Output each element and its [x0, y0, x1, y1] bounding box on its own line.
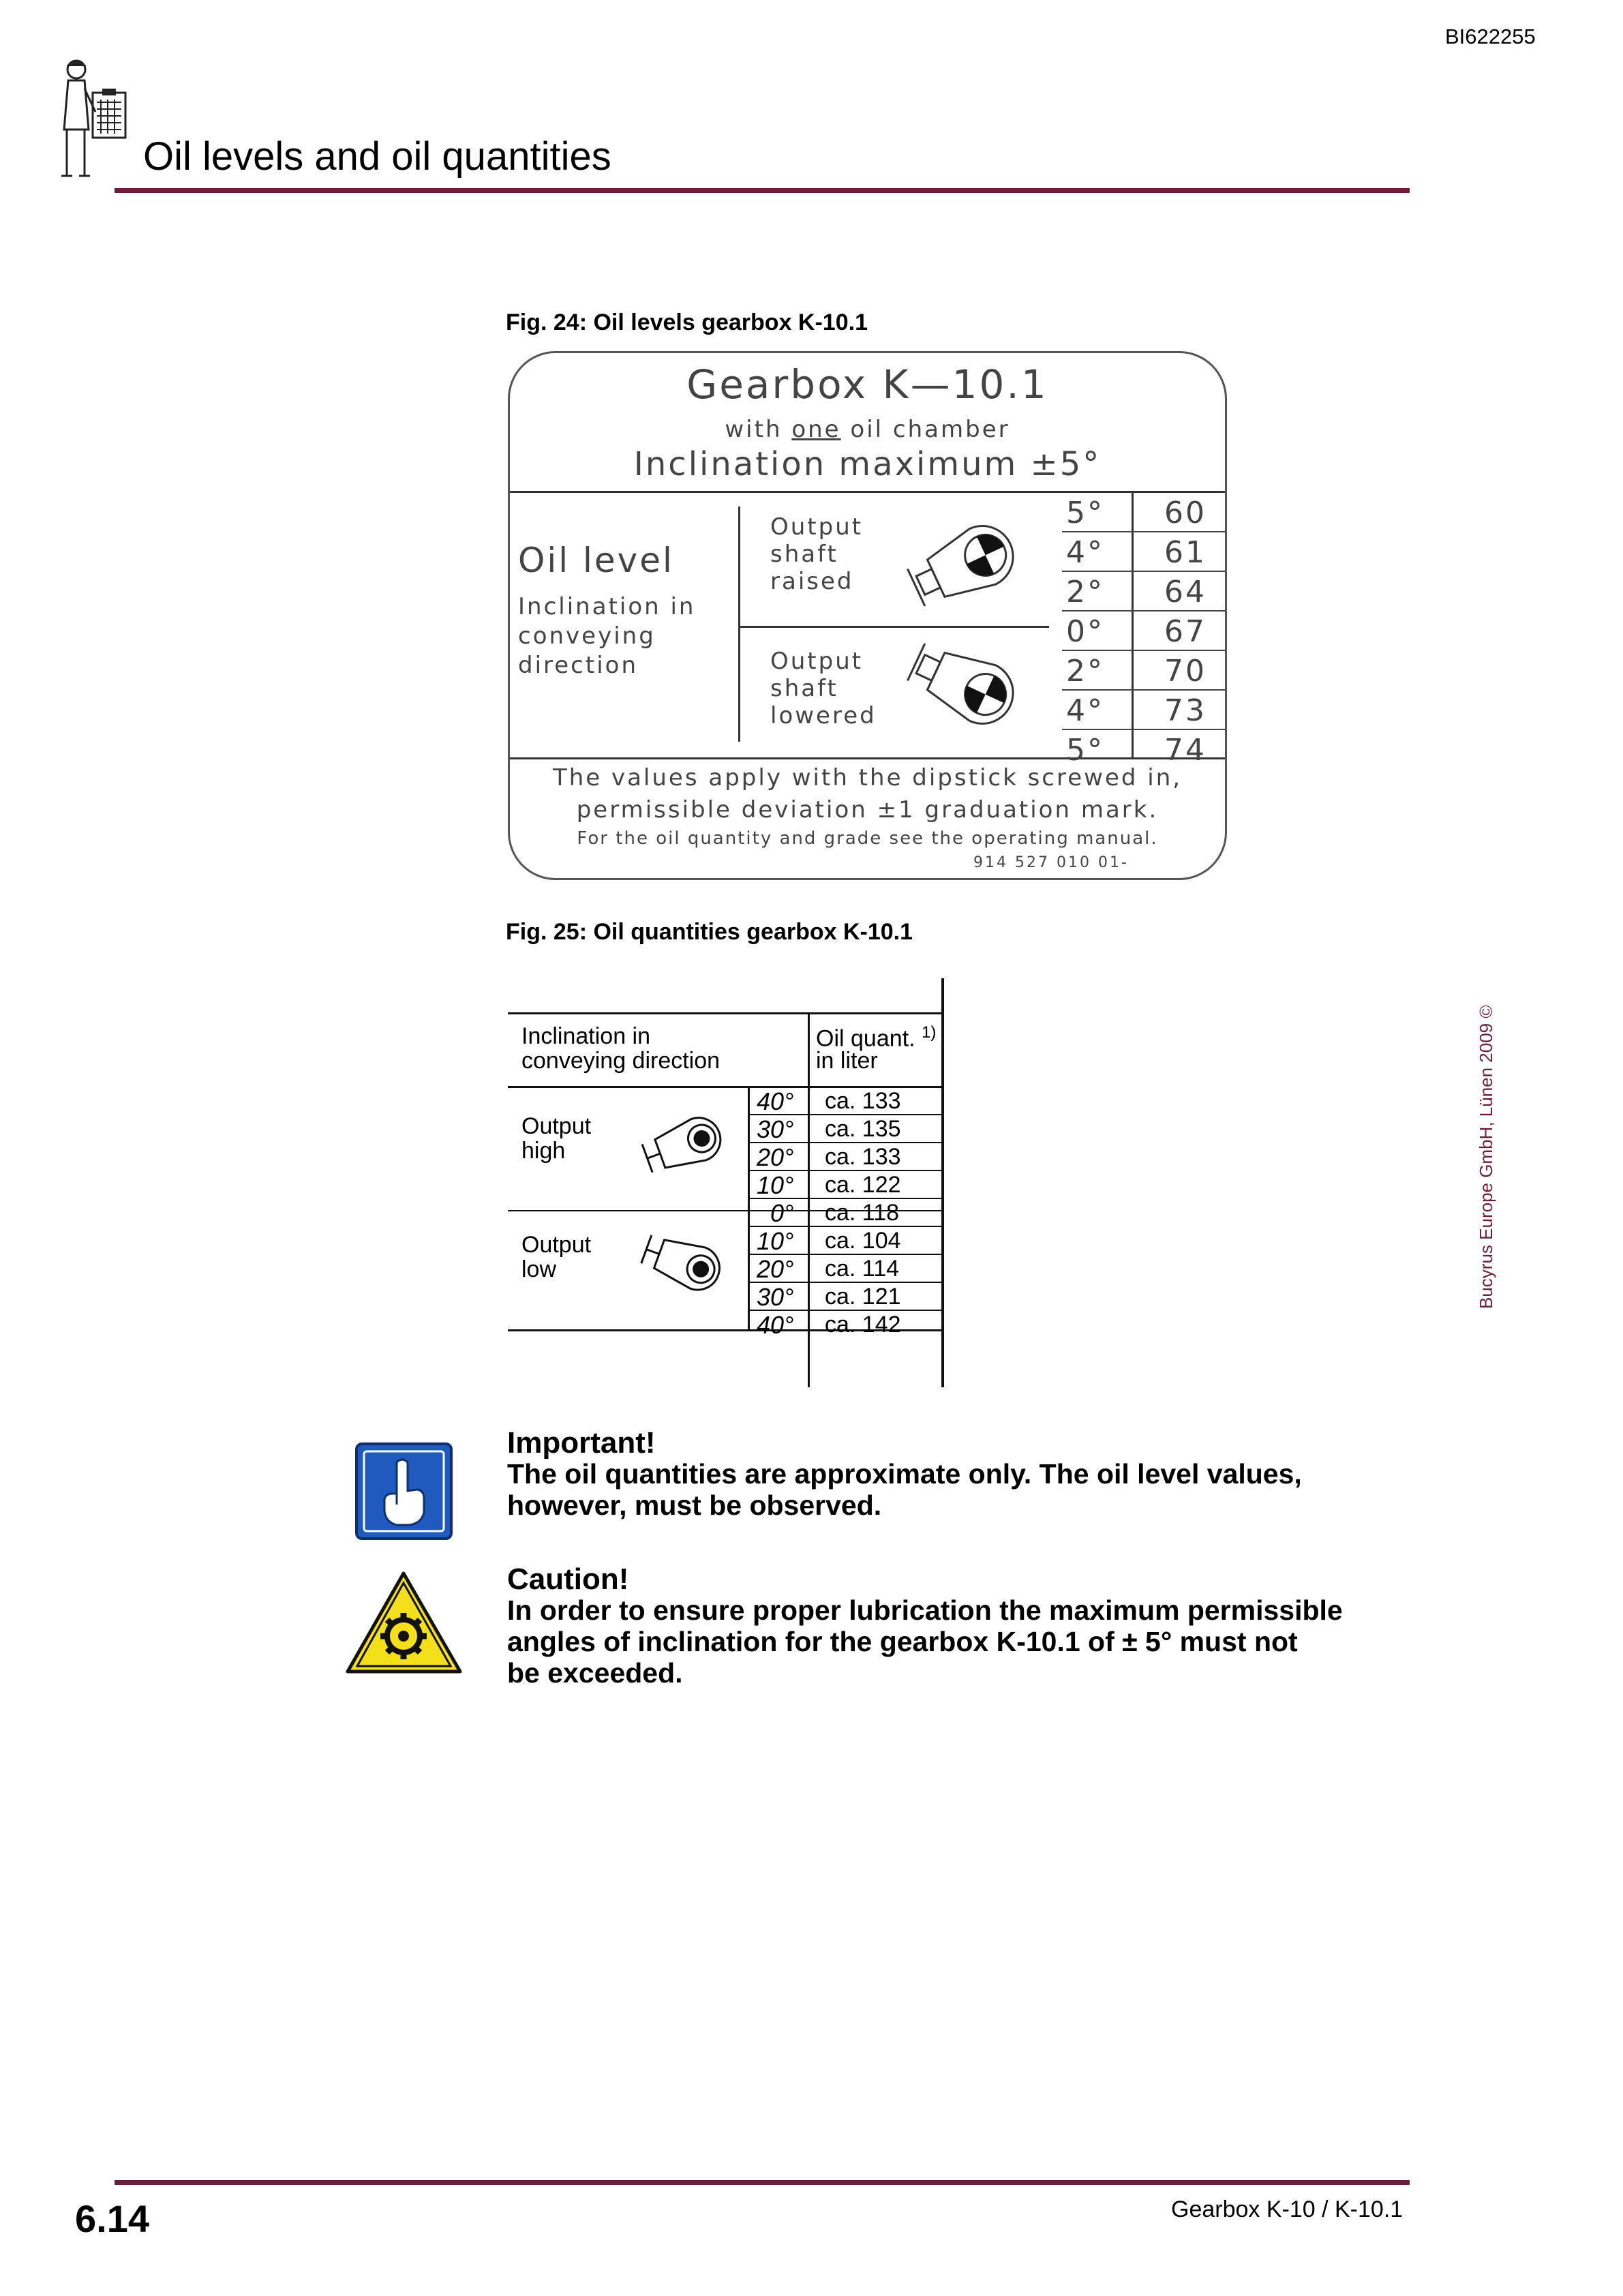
plate-oil-level-label: Oil level: [518, 541, 674, 580]
table-row: 2° 70: [1062, 651, 1225, 691]
gearbox-raised-icon: [905, 504, 1035, 620]
plate-title: Gearbox K—10.1: [686, 361, 1048, 408]
caution-line3: be exceeded.: [507, 1657, 683, 1689]
table-row: 40° ca. 133: [750, 1087, 941, 1115]
important-line2: however, must be observed.: [507, 1490, 882, 1521]
important-heading: Important!: [507, 1426, 656, 1460]
oil-quantity-table: Inclination in conveying direction Oil quant. $^{1)}$ in liter Output high Output low 40° ca. 133 30° ca. 135 20° ca. 133 10° ca. 122 0° ca. 118 10° ca. 104 20° ca. 114 30° ca. 121 40° ca. 142: [508, 978, 951, 1387]
fig25-caption: Fig. 25: Oil quantities gearbox K-10.1: [506, 919, 913, 945]
table-row: 4° 73: [1062, 691, 1225, 730]
table-row: 0° ca. 118: [750, 1199, 941, 1227]
table-row: 40° ca. 142: [757, 1311, 901, 1339]
table-row: 2° 64: [1062, 572, 1225, 611]
document-id: BI622255: [1445, 25, 1536, 48]
plate-subtitle: with one oil chamber: [725, 416, 1010, 443]
caution-line1: In order to ensure proper lubrication the maximum permissible: [507, 1595, 1343, 1626]
plate-note-line2: permissible deviation ±1 graduation mark.: [576, 796, 1159, 824]
plate-inclination-max: Inclination maximum ±5°: [633, 445, 1102, 483]
table-row: 4° 61: [1062, 532, 1225, 572]
footer-rule: [115, 2180, 1410, 2185]
page-number: 6.14: [75, 2197, 149, 2240]
important-line1: The oil quantities are approximate only. The oil level values,: [507, 1458, 1302, 1490]
gearbox-output-low-icon: [637, 1222, 740, 1304]
header-rule: [115, 188, 1410, 193]
pointing-hand-icon: [354, 1442, 453, 1541]
fig24-caption: Fig. 24: Oil levels gearbox K-10.1: [506, 309, 868, 335]
footer-doc-title: Gearbox K-10 / K-10.1: [1171, 2196, 1404, 2222]
oil-quantity-rows: [750, 1087, 941, 1338]
gear-warning-icon: [344, 1568, 464, 1677]
oil-level-table: [1062, 493, 1225, 766]
caution-line2: angles of inclination for the gearbox K-10.1 of ± 5° must not: [507, 1626, 1298, 1657]
gearbox-output-high-icon: [637, 1101, 740, 1183]
gearbox-lowered-icon: [905, 629, 1035, 745]
table-row: 10° ca. 122: [750, 1171, 941, 1199]
table-row: 5° 74: [1066, 733, 1207, 768]
worker-with-clipboard-icon: [53, 53, 134, 183]
plate-part-number: 914 527 010 01-: [973, 854, 1129, 871]
plate-note-line3: For the oil quantity and grade see the operating manual.: [577, 828, 1158, 849]
oil-level-plate: Gearbox K—10.1 with one oil chamber Inclination maximum ±5° Oil level Inclination in conveying direction Output shaft raised Output shaft lowered 5° 60 4° 61 2° 64 0° 67 2° 70 4° 73 5° 74 The values apply with the dipstick screwed in, permissible deviation ±1 graduation mark. For the oil quantity and grade see the operating manual. 914 527 010 01-: [508, 351, 1227, 880]
side-copyright: Bucyrus Europe GmbH, Lünen 2009 ©: [1476, 1005, 1496, 1309]
table-row: 5° 60: [1062, 493, 1225, 532]
section-title: Oil levels and oil quantities: [143, 134, 611, 179]
table-row: 20° ca. 133: [750, 1143, 941, 1171]
caution-heading: Caution!: [507, 1562, 629, 1596]
table-row: 20° ca. 114: [750, 1255, 941, 1283]
table-row: 30° ca. 121: [750, 1283, 941, 1311]
table-row: 30° ca. 135: [750, 1115, 941, 1143]
table-row: 0° 67: [1062, 611, 1225, 651]
plate-note-line1: The values apply with the dipstick screwed in,: [552, 764, 1183, 791]
table-row: 10° ca. 104: [750, 1227, 941, 1255]
